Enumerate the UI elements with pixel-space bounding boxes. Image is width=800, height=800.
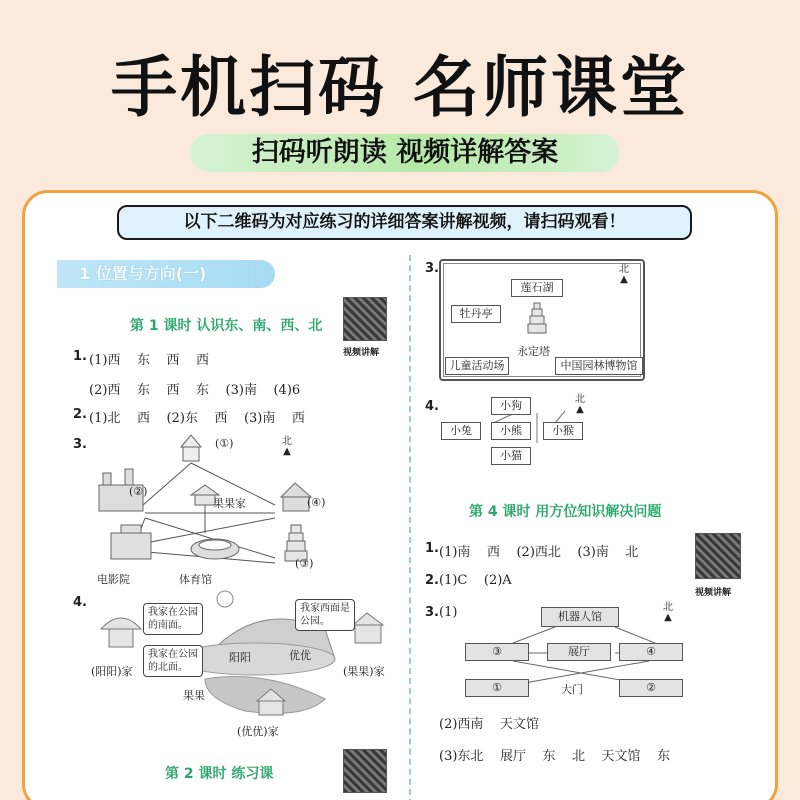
mushroom-house-left-icon [101,618,141,647]
q3-label-4: (④) [307,496,326,509]
q3-number: 3. [73,437,87,452]
lesson-4-title: 第 4 课时 用方位知识解决问题 [469,504,662,520]
sun-icon [217,591,233,607]
r-q3-number: 3. [425,261,439,276]
r-q3b-answer-2: (2)西南 天文馆 [439,717,539,732]
box-3: ③ [465,643,529,661]
unit-title-text: 1 位置与方向(一) [79,264,207,283]
r-q1-answer: (1)南 西 (2)西北 (3)南 北 [439,545,639,560]
q4-name-yangyang: 阳阳 [229,651,251,664]
museum-box: 中国园林博物馆 [555,357,643,375]
cinema-building-icon [111,525,151,559]
robot-hall-box: 机器人馆 [541,607,619,627]
house-right-icon [353,613,383,643]
q3-label-3: (③) [295,557,314,570]
q1-answer-line-1: (1)西 东 西 西 [89,353,210,368]
answer-card [22,190,778,800]
qr-label-lesson-4: 视频讲解 [695,588,732,598]
r-q3-north-indicator: 北 ▲ [619,264,629,285]
speech-bubble-3: 我家在公园 的北面。 [143,645,203,677]
q4-house-bottom: (优优)家 [237,725,279,738]
main-title: 手机扫码 名师课堂 [111,49,689,126]
monkey-box: 小猴 [543,422,583,440]
r-q3b-part-1-label: (1) [439,605,458,620]
speech-bubble-2: 我家西面是 公园。 [295,599,355,631]
box-1: ① [465,679,529,697]
bear-box: 小熊 [491,422,531,440]
q1-answer-line-2: (2)西 东 西 东 (3)南 (4)6 [89,383,301,398]
q4-house-left: (阳阳)家 [91,665,133,678]
q3-label-1: (①) [215,437,234,450]
qr-label: 视频讲解 [343,348,380,358]
column-divider [409,255,411,800]
q3-gym-label: 体育馆 [179,573,212,586]
r-q3b-answer-3: (3)东北 展厅 东 北 天文馆 东 [439,749,671,764]
stadium-icon [191,539,239,559]
pagoda-icon [285,525,307,561]
q4-number: 4. [73,595,87,610]
q2-answer: (1)北 西 (2)东 西 (3)南 西 [89,411,305,426]
q1-number: 1. [73,349,87,364]
unit-title [57,260,275,288]
r-q3b-number: 3. [425,605,439,620]
q3-label-2: (②) [129,485,148,498]
r-q3-north-label: 北 [619,264,629,275]
speech-bubble-1: 我家在公园 的南面。 [143,603,203,635]
playground-box: 儿童活动场 [445,357,509,375]
q4-house-right: (果果)家 [343,665,385,678]
r-q1-number: 1. [425,541,439,556]
lesson-2-title: 第 2 课时 练习课 [165,766,274,782]
q4-name-guoguo: 果果 [183,689,205,702]
instruction-banner: 以下二维码为对应练习的详细答案讲解视频，请扫码观看！ [117,205,692,240]
tower-icon [525,301,549,339]
pavilion-box: 牡丹亭 [451,305,501,323]
r-q2-answer: (1)C (2)A [439,573,512,588]
exhibition-hall-box: 展厅 [547,643,611,661]
r-q3b-north-indicator: 北 ▲ [663,602,673,623]
cat-box: 小猫 [491,447,531,465]
q4-name-youyou: 优优 [289,649,311,662]
dog-box: 小狗 [491,397,531,415]
north-indicator: 北 ▲ [282,436,292,457]
qr-code-lesson-4[interactable] [695,533,741,579]
r-q4-north-indicator: 北 ▲ [575,394,585,415]
house-icon [181,435,201,461]
qr-code-lesson-1[interactable] [343,297,387,341]
gate-label: 大门 [561,683,583,696]
r-q4-number: 4. [425,399,439,414]
r-q4-north-label: 北 [575,394,585,405]
subtitle-pill: 扫码听朗读 视频详解答案 [190,134,620,172]
tower-label: 永定塔 [517,345,550,358]
box-2: ② [619,679,683,697]
qr-code-lesson-2[interactable] [343,749,387,793]
rabbit-box: 小兔 [441,422,481,440]
box-4: ④ [619,643,683,661]
q3-cinema-label: 电影院 [97,573,130,586]
r-q2-number: 2. [425,573,439,588]
r-q3b-north-label: 北 [663,602,673,613]
north-label: 北 [282,436,292,447]
q2-number: 2. [73,407,87,422]
lake-box: 莲石湖 [511,279,563,297]
q3-center-label: 果果家 [213,497,246,510]
lesson-1-title: 第 1 课时 认识东、南、西、北 [130,318,323,334]
